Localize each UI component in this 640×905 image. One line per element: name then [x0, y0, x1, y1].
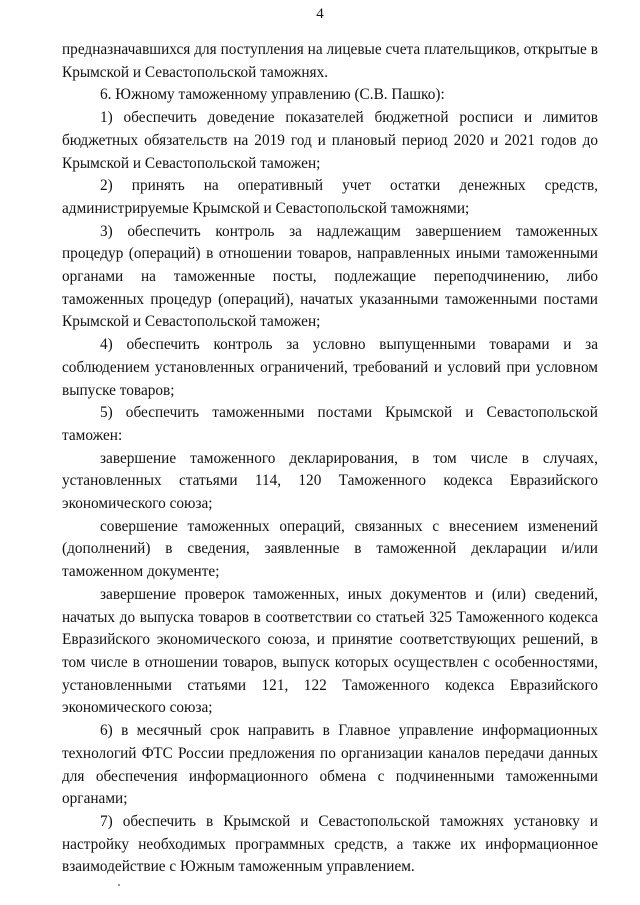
document-body	[62, 39, 598, 879]
paragraph-item-5: 5) обеспечить таможенными постами Крымской и Севастопольской таможен:	[62, 404, 598, 444]
paragraph-item-2: 2) принять на оперативный учет остатки денежных средств, администрируемые Крымской и Севастопольской таможнями;	[62, 177, 598, 217]
paragraph-continuation: предназначавшихся для поступления на лицевые счета плательщиков, открытые в Крымской и Севастопольской таможнях.	[62, 41, 598, 81]
paragraph-item-7: 7) обеспечить в Крымской и Севастопольской таможнях установку и настройку необходимых программных средств, а также их информационное взаимодействие с Южным таможенным управлением.	[62, 812, 598, 876]
paragraph-section-6-heading: 6. Южному таможенному управлению (С.В. Пашко):	[100, 86, 445, 104]
page-number: 4	[316, 6, 324, 22]
paragraph-subitem-declaration: завершение таможенного декларирования, в том числе в случаях, установленных статьями 114, 120 Таможенного кодекса Евразийского экономического союза;	[62, 449, 598, 513]
scan-speck	[118, 884, 120, 886]
paragraph-item-3: 3) обеспечить контроль за надлежащим завершением таможенных процедур (операций) в отношении товаров, направленных иными таможенными органами на таможенные посты, подлежащие переподчинению, либо таможенных процедур (операций), начатых указанными таможенными постами Крымской и Севастопольской таможен;	[62, 222, 598, 331]
paragraph-item-4: 4) обеспечить контроль за условно выпущенными товарами и за соблюдением установленных ограничений, требований и условий при условном выпуске товаров;	[62, 336, 598, 399]
paragraph-item-1: 1) обеспечить доведение показателей бюджетной росписи и лимитов бюджетных обязательств на 2019 год и плановый период 2020 и 2021 годов до Крымской и Севастопольской таможен;	[62, 109, 598, 172]
paragraph-subitem-inspections: завершение проверок таможенных, иных документов и (или) сведений, начатых до выпуска товаров в соответствии со статьей 325 Таможенного кодекса Евразийского экономического союза, и принятие соответствующих решений, в том числе в отношении товаров, выпуск которых осуществлен с особенностями, установленными статьями 121, 122 Таможенного кодекса Евразийского экономического союза;	[62, 585, 598, 717]
paragraph-subitem-operations: совершение таможенных операций, связанных с внесением изменений (дополнений) в сведения, заявленные в таможенной декларации и/или таможенном документе;	[62, 517, 598, 581]
paragraph-item-6: 6) в месячный срок направить в Главное управление информационных технологий ФТС России предложения по организации каналов передачи данных для обеспечения информационного обмена с подчиненными таможенными органами;	[62, 722, 598, 808]
